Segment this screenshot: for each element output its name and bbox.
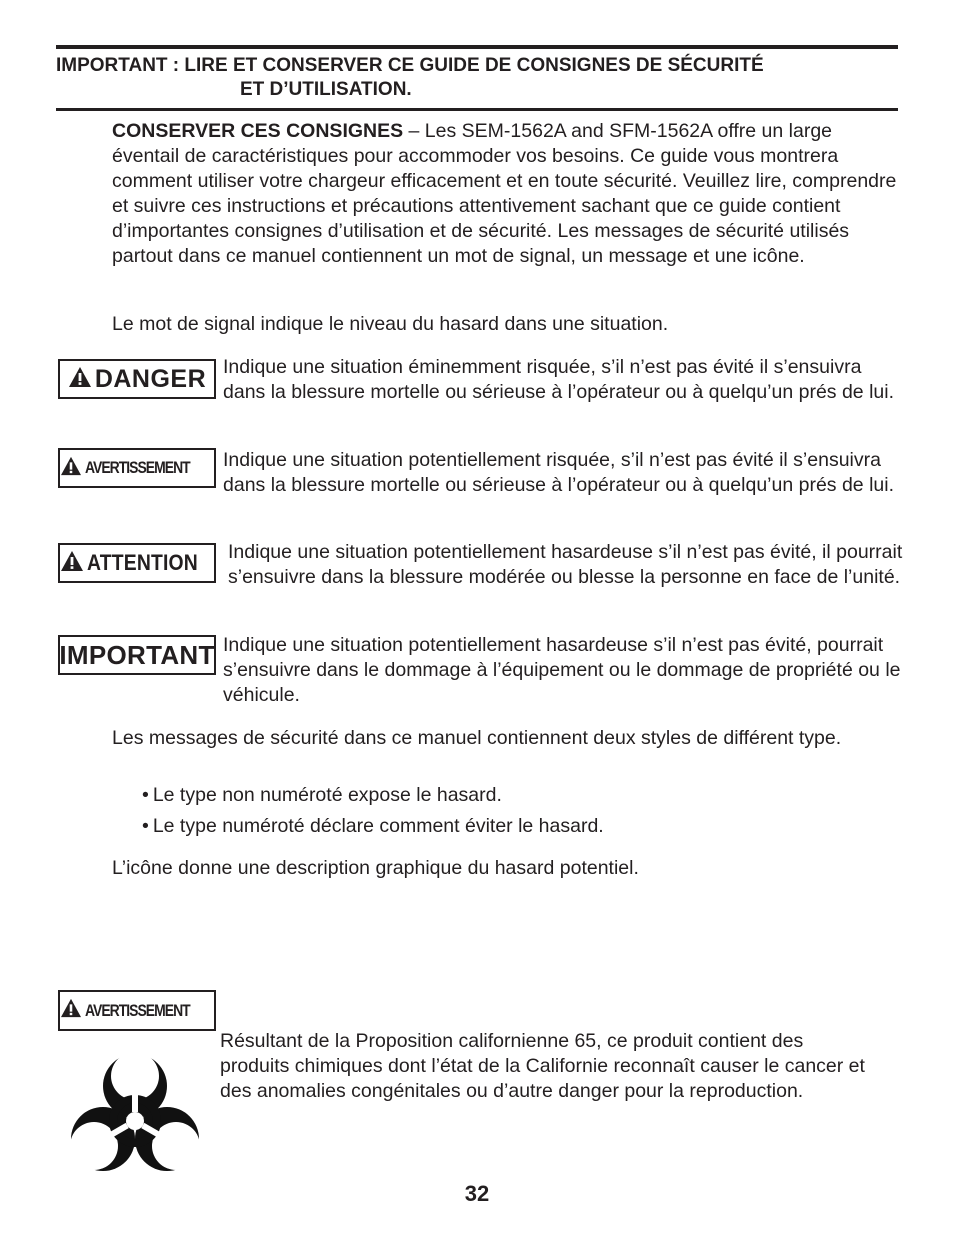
important-text: Indique une situation potentiellement hasardeuse s’il n’est pas évité, pourrait s’ensuivre dans le dommage à l’équipement ou le dommage de propriété ou le véhicule. — [223, 634, 901, 706]
header-bottom-rule — [56, 108, 898, 111]
warning-triangle-icon — [60, 550, 84, 577]
prop65-avertissement-label: AVERTISSEMENT — [85, 1000, 190, 1020]
avertissement-badge — [58, 448, 216, 488]
warning-triangle-icon — [68, 366, 92, 393]
prop65-text: Résultant de la Proposition californienne 65, ce produit contient des produits chimiques dont l’état de la Californie reconnaît causer le cancer et des anomalies congénitales ou d’autre danger pour la reproduction. — [220, 1030, 865, 1102]
page-header — [56, 54, 898, 102]
avertissement-label: AVERTISSEMENT — [85, 458, 190, 477]
danger-badge — [58, 359, 216, 399]
biohazard-icon — [68, 1046, 202, 1179]
danger-text: Indique une situation éminemment risquée, s’il n’est pas évité il s’ensuivra dans la blessure mortelle ou sérieuse à l’opérateur ou à quelqu’un prés de lui. — [223, 356, 894, 403]
signal-intro: Le mot de signal indique le niveau du hasard dans une situation. — [112, 313, 669, 335]
header-top-rule — [56, 45, 898, 49]
attention-badge — [58, 543, 216, 583]
attention-label: ATTENTION — [87, 550, 199, 575]
intro-paragraph — [112, 119, 902, 269]
intro-bold-lead: CONSERVER CES CONSIGNES — [112, 120, 404, 142]
avertissement-text: Indique une situation potentiellement risquée, s’il n’est pas évité il s’ensuivra dans la blessure mortelle ou sérieuse à l’opérateur ou à quelqu’un prés de lui. — [223, 449, 894, 496]
warning-triangle-icon — [60, 998, 82, 1023]
danger-label: DANGER — [94, 364, 207, 393]
styles-intro: Les messages de sécurité dans ce manuel contiennent deux styles de différent type. — [112, 727, 842, 749]
prop65-avertissement-badge — [58, 990, 216, 1031]
warning-triangle-icon — [60, 456, 82, 481]
list-item: • Le type numéroté déclare comment éviter le hasard. — [142, 815, 604, 837]
page-number: 32 — [464, 1181, 490, 1206]
attention-text: Indique une situation potentiellement hasardeuse s’il n’est pas évité, il pourrait s’ensuivre dans la blessure modérée ou blesse la personne en face de l’unité. — [228, 541, 903, 588]
header-line-1: IMPORTANT : LIRE ET CONSERVER CE GUIDE DE CONSIGNES DE SÉCURITÉ — [56, 55, 764, 76]
intro-text: – Les SEM-1562A and SFM-1562A offre un large éventail de caractéristiques pour accommoder vos besoins. Ce guide vous montrera comment utiliser votre chargeur efficacement et en toute sécurité. Veuillez lire, comprendre et suivre ces instructions et précautions attentivement sachant que ce guide contient d’importantes consignes d’utilisation et de sécurité. Les messages de sécurité utilisés partout dans ce manuel contiennent un mot de signal, un message et une icône. — [112, 120, 897, 267]
list-item: • Le type non numéroté expose le hasard. — [142, 784, 502, 806]
important-label: IMPORTANT — [59, 639, 215, 670]
important-badge — [58, 635, 216, 675]
icon-description: L’icône donne une description graphique du hasard potentiel. — [112, 857, 639, 879]
header-line-2: ET D’UTILISATION. — [240, 79, 412, 100]
